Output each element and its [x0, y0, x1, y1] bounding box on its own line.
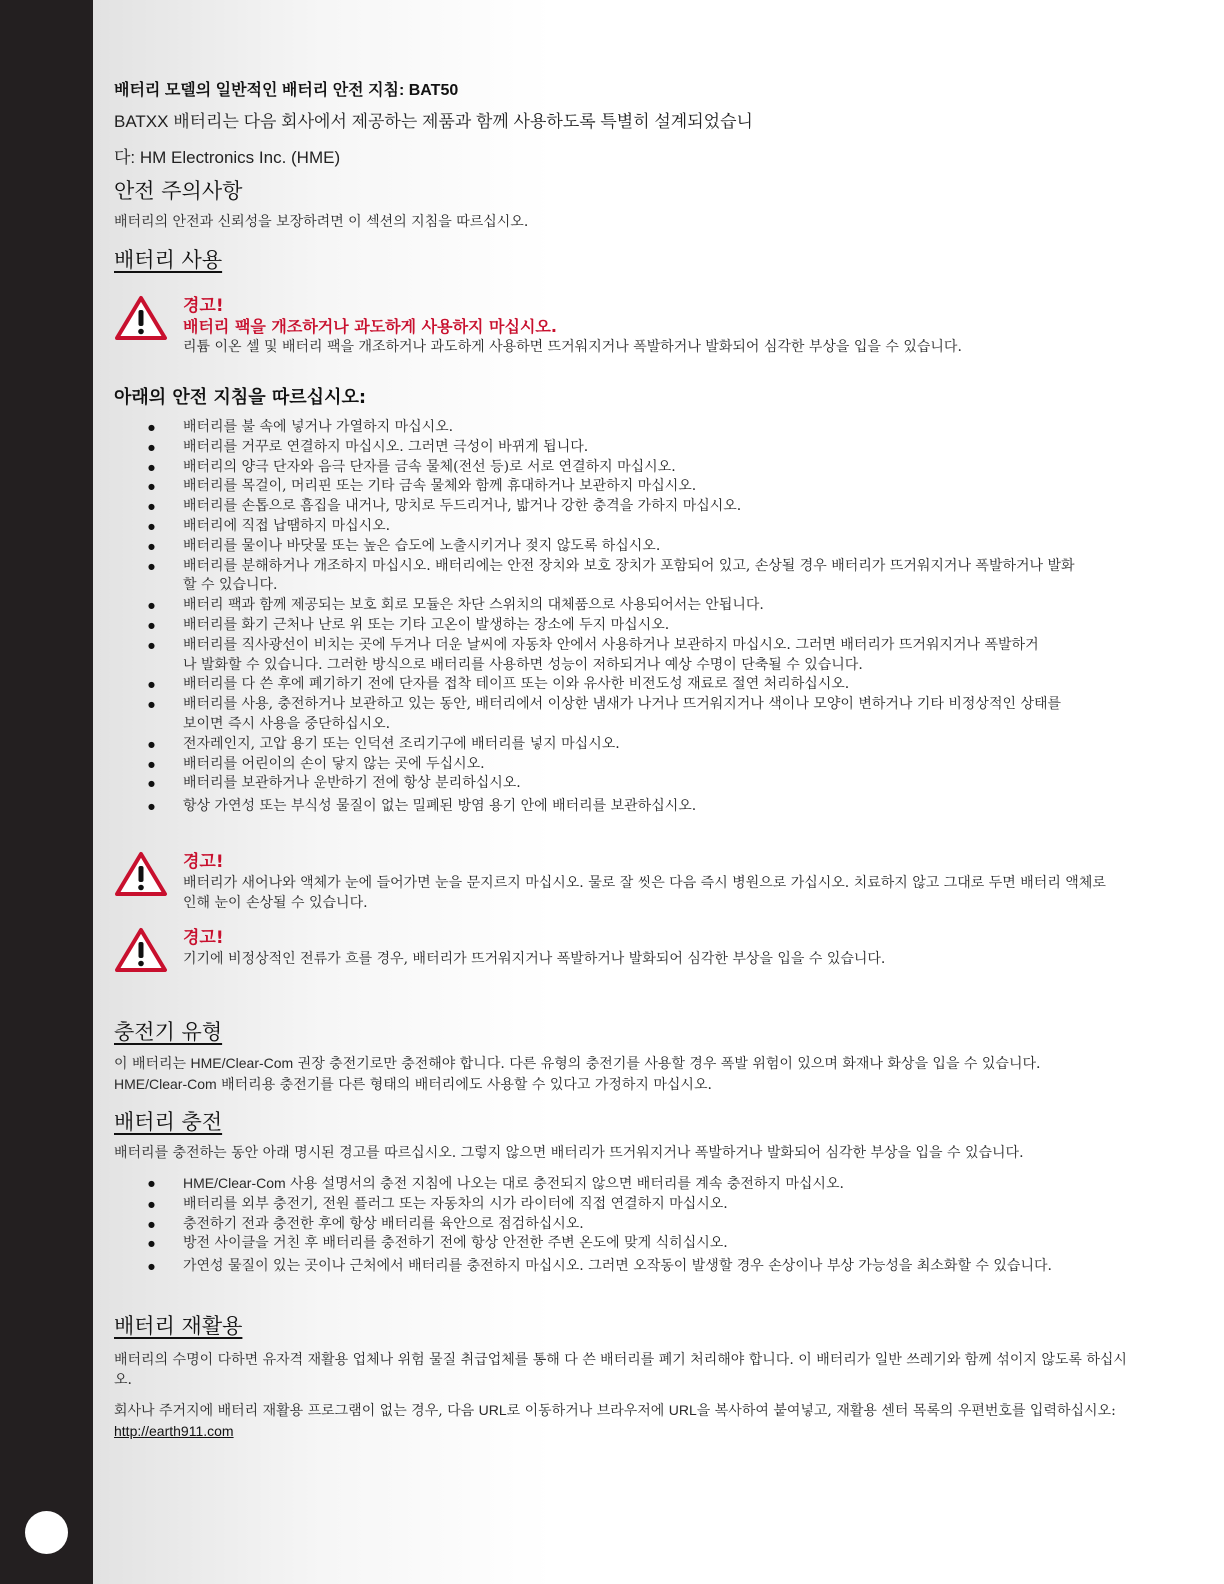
brand-name: HME/Clear-Com — [114, 1076, 217, 1092]
list-item: ● 배터리를 보관하거나 운반하기 전에 항상 분리하십시오. — [114, 774, 1144, 794]
charger-text-b: 권장 충전기로만 충전해야 합니다. 다른 유형의 충전기를 사용할 경우 폭발 위험이 있으며 화재나 화상을 입을 수 있습니다. — [293, 1056, 1041, 1072]
list-item: ● 배터리를 다 쓴 후에 폐기하기 전에 단자를 접착 테이프 또는 이와 유사한 비전도성 재료로 절연 처리하십시오. — [114, 675, 1144, 695]
list-item: ● 배터리를 분해하거나 개조하지 마십시오. 배터리에는 안전 장치와 보호 장치가 포함되어 있고, 손상될 경우 배터리가 뜨거워지거나 폭발하거나 발화할 수 있습니다. — [114, 557, 1144, 597]
recycling-paragraph-1: 배터리의 수명이 다하면 유자격 재활용 업체나 위험 물질 취급업체를 통해 다 쓴 배터리를 폐기 처리해야 합니다. 이 배터리가 일반 쓰레기와 함께 섞이지 않도록 하십시오. — [114, 1352, 1127, 1388]
list-item: ● 배터리를 목걸이, 머리핀 또는 기타 금속 물체와 함께 휴대하거나 보관하지 마십시오. — [114, 477, 1144, 497]
document-title: 배터리 모델의 일반적인 배터리 안전 지침: BAT50 — [114, 82, 459, 99]
earth911-link[interactable]: http://earth911.com — [114, 1423, 234, 1439]
list-item: ● 배터리를 직사광선이 비치는 곳에 두거나 더운 날씨에 자동차 안에서 사용하거나 보관하지 마십시오. 그러면 배터리가 뜨거워지거나 폭발하거나 발화할 수 있습니다. 그러한 방식으로 배터리를 사용하면 성능이 저하되거나 예상 수명이 단축될 수 있습니다. — [114, 636, 1144, 676]
recycling-heading: 배터리 재활용 — [114, 1314, 243, 1338]
list-item: ● 충전하기 전과 충전한 후에 항상 배터리를 육안으로 점검하십시오. — [114, 1215, 1144, 1235]
page-number-circle — [25, 1511, 68, 1554]
warning-1-body: 리튬 이온 셀 및 배터리 팩을 개조하거나 과도하게 사용하면 뜨거워지거나 폭발하거나 발화되어 심각한 부상을 입을 수 있습니다. — [183, 339, 962, 355]
charger-text-a: 이 배터리는 — [114, 1056, 191, 1072]
list-item: ● 배터리를 사용, 충전하거나 보관하고 있는 동안, 배터리에서 이상한 냄새가 나거나 뜨거워지거나 색이나 모양이 변하거나 기타 비정상적인 상태를 보이면 즉시 사용을 중단하십시오. — [114, 695, 1144, 735]
list-item: ● 배터리 팩과 함께 제공되는 보호 회로 모듈은 차단 스위치의 대체품으로 사용되어서는 안됩니다. — [114, 596, 1144, 616]
charger-heading: 충전기 유형 — [114, 1020, 223, 1044]
list-item-text: 사용 설명서의 충전 지침에 나오는 대로 충전되지 않으면 배터리를 계속 충전하지 마십시오. — [285, 1176, 844, 1192]
charging-heading: 배터리 충전 — [114, 1110, 223, 1134]
warning-2-title: 경고! — [183, 852, 224, 872]
list-item: ● 배터리를 불 속에 넣거나 가열하지 마십시오. — [114, 418, 1144, 438]
warning-1-subtitle: 배터리 팩을 개조하거나 과도하게 사용하지 마십시오. — [183, 317, 557, 336]
list-item: ● 배터리의 양극 단자와 음극 단자를 금속 물체(전선 등)로 서로 연결하지 마십시오. — [114, 458, 1144, 478]
warning-2-body: 배터리가 새어나와 액체가 눈에 들어가면 눈을 문지르지 마십시오. 물로 잘 씻은 다음 즉시 병원으로 가십시오. 치료하지 않고 그대로 두면 배터리 액체로 인해 눈이 손상될 수 있습니다. — [183, 875, 1106, 911]
warning-3-title: 경고! — [183, 928, 224, 948]
brand-name: HME/Clear-Com — [183, 1175, 286, 1191]
intro-line-2: 다: HM Electronics Inc. (HME) — [114, 148, 341, 167]
safety-instructions-list — [114, 418, 1144, 817]
list-item: ● 배터리를 어린이의 손이 닿지 않는 곳에 두십시오. — [114, 755, 1144, 775]
charging-text: 배터리를 충전하는 동안 아래 명시된 경고를 따르십시오. 그렇지 않으면 배터리가 뜨거워지거나 폭발하거나 발화되어 심각한 부상을 입을 수 있습니다. — [114, 1145, 1024, 1161]
instructions-heading: 아래의 안전 지침을 따르십시오: — [114, 387, 367, 408]
charging-list — [114, 1174, 1144, 1277]
url-word: URL — [478, 1402, 507, 1418]
list-item: ● 항상 가연성 또는 부식성 물질이 없는 밀폐된 방염 용기 안에 배터리를 보관하십시오. — [114, 797, 1144, 817]
document-page — [93, 0, 1224, 1584]
side-bar — [0, 0, 93, 1584]
warning-triangle-icon — [114, 851, 168, 897]
warning-triangle-icon — [114, 927, 168, 973]
list-item — [114, 1174, 1144, 1195]
safety-text: 배터리의 안전과 신뢰성을 보장하려면 이 섹션의 지침을 따르십시오. — [114, 214, 529, 230]
recycling-text-c: 을 복사하여 붙여넣고, 재활용 센터 목록의 우편번호를 입력하십시오: — [696, 1403, 1116, 1419]
battery-use-heading: 배터리 사용 — [114, 248, 223, 272]
safety-heading: 안전 주의사항 — [114, 179, 243, 203]
recycling-paragraph-2 — [114, 1400, 1144, 1442]
recycling-text-a: 회사나 주거지에 배터리 재활용 프로그램이 없는 경우, 다음 — [114, 1403, 479, 1419]
list-item: ● 전자레인지, 고압 용기 또는 인덕션 조리기구에 배터리를 넣지 마십시오. — [114, 735, 1144, 755]
warning-triangle-icon — [114, 295, 168, 341]
list-item: ● 배터리를 거꾸로 연결하지 마십시오. 그러면 극성이 바뀌게 됩니다. — [114, 438, 1144, 458]
list-item: ● 가연성 물질이 있는 곳이나 근처에서 배터리를 충전하지 마십시오. 그러면 오작동이 발생할 경우 손상이나 부상 가능성을 최소화할 수 있습니다. — [114, 1257, 1144, 1277]
intro-line-1: BATXX 배터리는 다음 회사에서 제공하는 제품과 함께 사용하도록 특별히 설계되었습니 — [114, 112, 753, 131]
list-item: ● 배터리를 외부 충전기, 전원 플러그 또는 자동차의 시가 라이터에 직접 연결하지 마십시오. — [114, 1195, 1144, 1215]
url-word: URL — [668, 1402, 697, 1418]
charger-text-c: 배터리용 충전기를 다른 형태의 배터리에도 사용할 수 있다고 가정하지 마십시오. — [216, 1077, 712, 1093]
list-item: ● 배터리를 물이나 바닷물 또는 높은 습도에 노출시키거나 젖지 않도록 하십시오. — [114, 537, 1144, 557]
list-item: ● 배터리에 직접 납땜하지 마십시오. — [114, 517, 1144, 537]
list-item: ● 배터리를 손톱으로 흠집을 내거나, 망치로 두드리거나, 밟거나 강한 충격을 가하지 마십시오. — [114, 497, 1144, 517]
warning-3-body: 기기에 비정상적인 전류가 흐를 경우, 배터리가 뜨거워지거나 폭발하거나 발화되어 심각한 부상을 입을 수 있습니다. — [183, 951, 886, 967]
warning-1-title: 경고! — [183, 296, 224, 316]
list-item: ● 방전 사이클을 거친 후 배터리를 충전하기 전에 항상 안전한 주변 온도에 맞게 식히십시오. — [114, 1234, 1144, 1254]
recycling-text-b: 로 이동하거나 브라우저에 — [506, 1403, 669, 1419]
charger-paragraph — [114, 1053, 1144, 1095]
list-item: ● 배터리를 화기 근처나 난로 위 또는 기타 고온이 발생하는 장소에 두지 마십시오. — [114, 616, 1144, 636]
brand-name: HME/Clear-Com — [190, 1055, 294, 1071]
